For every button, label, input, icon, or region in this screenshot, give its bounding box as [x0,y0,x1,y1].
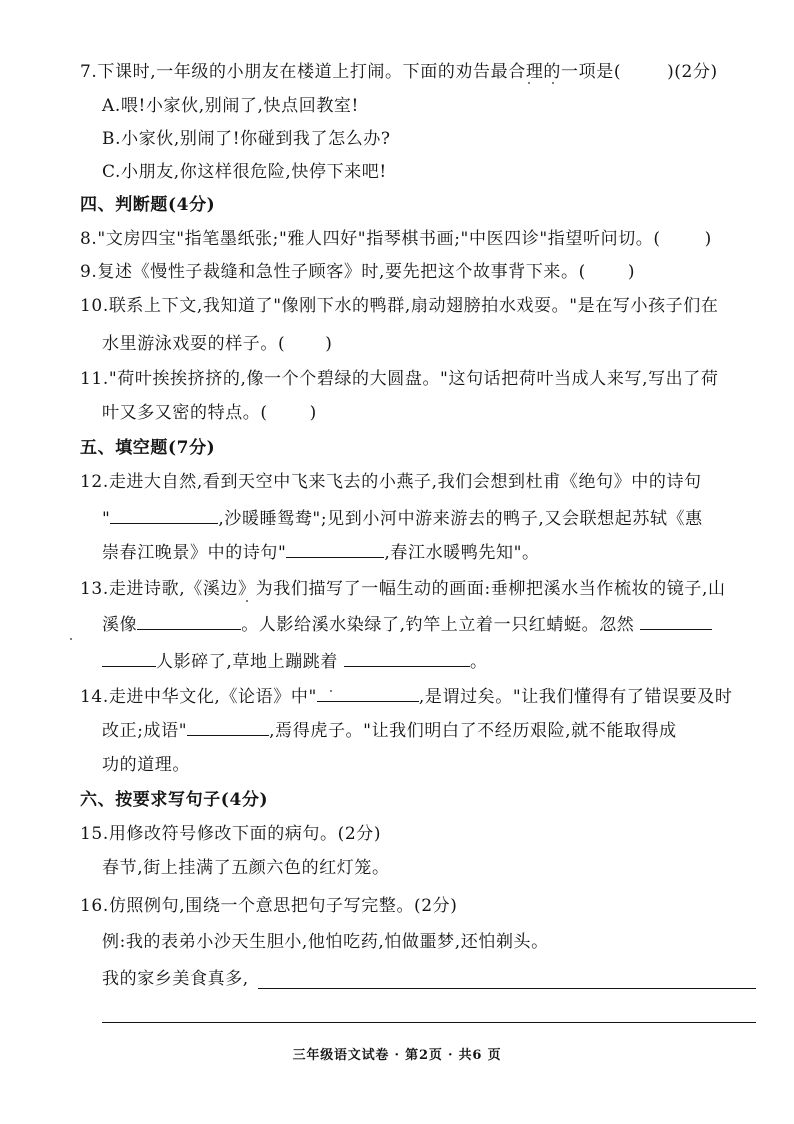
q15-sentence[interactable]: 春节,街上挂满了五颜六色的红灯笼。 [102,858,390,878]
q13-line3-text: 人影碎了,草地上蹦跳着 [156,652,339,672]
q12-line2-text: ,沙暖睡鸳鸯";见到小河中游来游去的鸭子,又会联想起苏轼《惠 [218,509,703,529]
q11-line1: 11."荷叶挨挨挤挤的,像一个个碧绿的大圆盘。"这句话把荷叶当成人来写,写出了荷 [80,369,719,389]
q9-close-paren: ) [627,262,636,282]
q9 [80,260,635,284]
scan-speck [246,600,248,602]
q13-blank-2[interactable] [640,612,712,630]
q12-line3-end: ,春江水暖鸭先知"。 [384,543,540,563]
q13-line2-text: 溪像 [102,615,138,635]
q14-line2-end: ,焉得虎子。"让我们明白了不经历艰险,就不能取得成 [269,721,677,741]
q7-stem [80,60,718,84]
q16-prompt: 我的家乡美食真多, [102,969,249,989]
q11-line2-text: 叶又多又密的特点。( [102,403,268,423]
q14-blank-1[interactable] [317,684,419,702]
q12-line3-text: 崇春江晚景》中的诗句" [102,543,287,563]
q12-blank-2[interactable] [286,540,384,558]
q10-close-paren: ) [325,334,333,354]
q16-answer-line-1[interactable] [258,988,756,989]
q8-close-paren: ) [704,229,712,249]
q16-answer-line-2[interactable] [102,1022,756,1023]
q14-line1 [80,684,732,709]
q16-example: 例:我的表弟小沙天生胆小,他怕吃药,怕做噩梦,还怕剃头。 [102,932,549,952]
q13-blank-3[interactable] [344,649,470,667]
q15-stem: 15.用修改符号修改下面的病句。(2分) [80,824,382,844]
q16-stem: 16.仿照例句,围绕一个意思把句子写完整。(2分) [80,896,458,916]
q14-blank-2[interactable] [187,718,269,736]
q7-option-b: B.小家伙,别闹了!你碰到我了怎么办? [102,129,391,149]
section-6-title: 六、按要求写句子(4分) [80,790,269,810]
q12-line1: 12.走进大自然,看到天空中飞来飞去的小燕子,我们会想到杜甫《绝句》中的诗句 [80,472,702,492]
q9-text: 9.复述《慢性子裁缝和急性子顾客》时,要先把这个故事背下来。( [80,262,586,282]
q14-line2 [102,718,677,743]
section-5-title: 五、填空题(7分) [80,438,216,458]
q7-stem-text: 7.下课时,一年级的小朋友在楼道上打闹。下面的劝告最合理的一项是( [80,62,622,82]
scan-speck [330,690,332,692]
q14-line3: 功的道理。 [102,755,190,775]
q13-line2-mid: 。人影给溪水染绿了,钓竿上立着一只红蜻蜓。忽然 [241,615,635,635]
scan-speck [552,82,554,84]
page-footer: 三年级语文试卷 · 第2页 · 共6 页 [292,1048,502,1063]
q8-text: 8."文房四宝"指笔墨纸张;"雅人四好"指琴棋书画;"中医四诊"指望听问切。( [80,229,661,249]
q10-line2-text: 水里游泳戏耍的样子。( [102,334,286,354]
q7-option-c: C.小朋友,你这样很危险,快停下来吧! [102,162,387,182]
q12-line3 [102,540,540,565]
q13-blank-2-cont[interactable] [102,649,156,667]
q11-line2 [102,401,317,425]
q10-line1: 10.联系上下文,我知道了"像刚下水的鸭群,扇动翅膀拍水戏耍。"是在写小孩子们在 [80,296,719,316]
q14-line1-end: ,是谓过矣。"让我们懂得有了错误要及时 [418,687,733,707]
q12-open-quote: " [102,509,111,529]
q14-line2-text: 改正;成语" [102,721,188,741]
scan-speck [528,82,530,84]
scan-speck [70,638,72,640]
q8 [80,227,712,251]
section-4-title: 四、判断题(4分) [80,195,216,215]
q12-blank-1[interactable] [110,506,218,524]
q7-stem-points: )(2分) [667,62,718,82]
q13-line1: 13.走进诗歌,《溪边》为我们描写了一幅生动的画面:垂柳把溪水当作梳妆的镜子,山 [80,579,726,599]
q11-close-paren: ) [309,403,317,423]
q13-line2 [102,612,712,637]
q10-line2 [102,332,332,356]
q13-line3-end: 。 [470,652,488,672]
q13-blank-1[interactable] [137,612,241,630]
q14-line1-text: 14.走进中华文化,《论语》中" [80,687,317,707]
q7-option-a: A.喂!小家伙,别闹了,快点回教室! [102,96,359,116]
q12-line2 [102,506,703,531]
q13-line3 [102,649,488,674]
